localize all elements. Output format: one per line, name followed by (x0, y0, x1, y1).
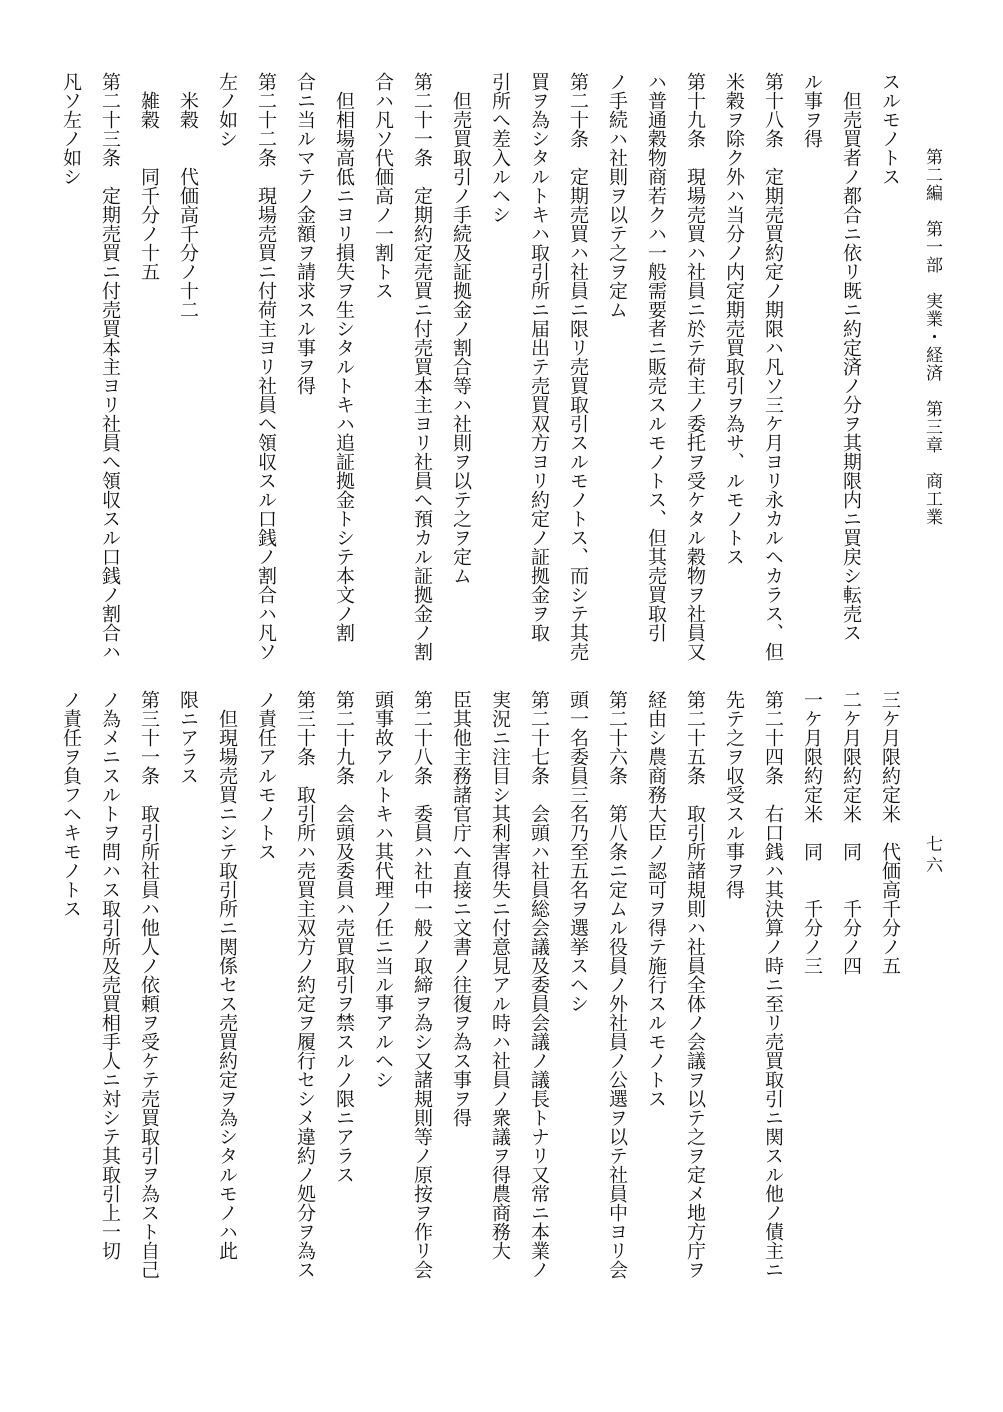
text-column: 第三十一条 取引所社員ハ他人ノ依頼ヲ受ケテ売買取引ヲ為スト自己 (138, 690, 160, 1279)
text-column: 三ケ月限約定米 代価高千分ノ五 (879, 690, 901, 975)
text-column: 左ノ如シ (216, 72, 238, 148)
text-column: 第二十八条 委員ハ社中一般ノ取締ヲ為シ又諸規則等ノ原按ヲ作リ会 (411, 690, 433, 1279)
text-column: 合ハ凡ソ代価高ノ一割トス (372, 72, 394, 300)
text-column: 二ケ月限約定米 同 千分ノ四 (840, 690, 862, 975)
text-column: 第二十四条 右口銭ハ其決算ノ時ニ至リ売買取引ニ関スル他ノ債主ニ (762, 690, 784, 1279)
text-column: 但売買者ノ都合ニ依リ既ニ約定済ノ分ヲ其期限内ニ買戻シ転売ス (840, 72, 862, 642)
text-column: 先テ之ヲ収受スル事ヲ得 (723, 690, 745, 899)
text-column: 雑穀 同千分ノ十五 (138, 72, 160, 281)
text-column: ノ責任アルモノトス (255, 690, 277, 861)
text-column: 経由シ農商務大臣ノ認可ヲ得テ施行スルモノトス (645, 690, 667, 1108)
text-column: 第二十一条 定期約定売買ニ付売買本主ヨリ社員へ預カル証拠金ノ割 (411, 72, 433, 661)
running-head: 第二編 第一部 実業・経済 第三章 商工業 (922, 148, 942, 526)
text-column: スルモノトス (879, 72, 901, 186)
page-number: 七六 (922, 835, 942, 877)
text-column: ノ手続ハ社則ヲ以テ之ヲ定ム (606, 72, 628, 319)
text-column: 頭一名委員三名乃至五名ヲ選挙スヘシ (567, 690, 589, 1013)
text-column: 第二十七条 会頭ハ社員総会議及委員会議ノ議長トナリ又常ニ本業ノ (528, 690, 550, 1279)
text-column: 米穀 代価高千分ノ十二 (177, 72, 199, 319)
text-column: 第二十五条 取引所諸規則ハ社員全体ノ会議ヲ以テ之ヲ定メ地方庁ヲ (684, 690, 706, 1279)
text-column: 実況ニ注目シ其利害得失ニ付意見アル時ハ社員ノ衆議ヲ得農商務大 (489, 690, 511, 1260)
text-column: 頭事故アルトキハ其代理ノ任ニ当ル事アルヘシ (372, 690, 394, 1089)
text-column: 引所へ差入ルヘシ (489, 72, 511, 224)
text-column: 第二十二条 現場売買ニ付荷主ヨリ社員へ領収スル口銭ノ割合ハ凡ソ (255, 72, 277, 661)
text-column: 第二十九条 会頭及委員ハ売買取引ヲ禁スルノ限ニアラス (333, 690, 355, 1184)
text-column: 第二十条 定期売買ハ社員ニ限リ売買取引スルモノトス、而シテ其売 (567, 72, 589, 661)
text-column: ハ普通穀物商若クハ一般需要者ニ販売スルモノトス、但其売買取引 (645, 72, 667, 642)
text-column: 第三十条 取引所ハ売買主双方ノ約定ヲ履行セシメ違約ノ処分ヲ為ス (294, 690, 316, 1279)
text-column: 買ヲ為シタルトキハ取引所ニ届出テ売買双方ヨリ約定ノ証拠金ヲ取 (528, 72, 550, 642)
text-column: ノ責任ヲ負フヘキモノトス (60, 690, 82, 918)
text-column: 但相場高低ニヨリ損失ヲ生シタルトキハ追証拠金トシテ本文ノ割 (333, 72, 355, 642)
text-column: ル事ヲ得 (801, 72, 823, 148)
text-column: 第十九条 現場売買ハ社員ニ於テ荷主ノ委托ヲ受ケタル穀物ヲ社員又 (684, 72, 706, 661)
text-column: 一ケ月限約定米 同 千分ノ三 (801, 690, 823, 975)
text-column: 合ニ当ルマテノ金額ヲ請求スル事ヲ得 (294, 72, 316, 395)
text-column: 但現場売買ニシテ取引所ニ関係セス売買約定ヲ為シタルモノハ此 (216, 690, 238, 1260)
text-column: 第十八条 定期売買約定ノ期限ハ凡ソ三ケ月ヨリ永カルヘカラス、但 (762, 72, 784, 661)
text-column: 第二十六条 第八条ニ定ムル役員ノ外社員ノ公選ヲ以テ社員中ヨリ会 (606, 690, 628, 1279)
text-column: 米穀ヲ除ク外ハ当分ノ内定期売買取引ヲ為サ、ルモノトス (723, 72, 745, 566)
text-column: 第二十三条 定期売買ニ付売買本主ヨリ社員へ領収スル口銭ノ割合ハ (99, 72, 121, 661)
text-column: 臣其他主務諸官庁へ直接ニ文書ノ往復ヲ為ス事ヲ得 (450, 690, 472, 1127)
text-column: ノ為メニスルトヲ問ハス取引所及売買相手人ニ対シテ其取引上一切 (99, 690, 121, 1260)
text-column: 凡ソ左ノ如シ (60, 72, 82, 186)
text-column: 但売買取引ノ手続及証拠金ノ割合等ハ社則ヲ以テ之ヲ定ム (450, 72, 472, 585)
text-column: 限ニアラス (177, 690, 199, 785)
